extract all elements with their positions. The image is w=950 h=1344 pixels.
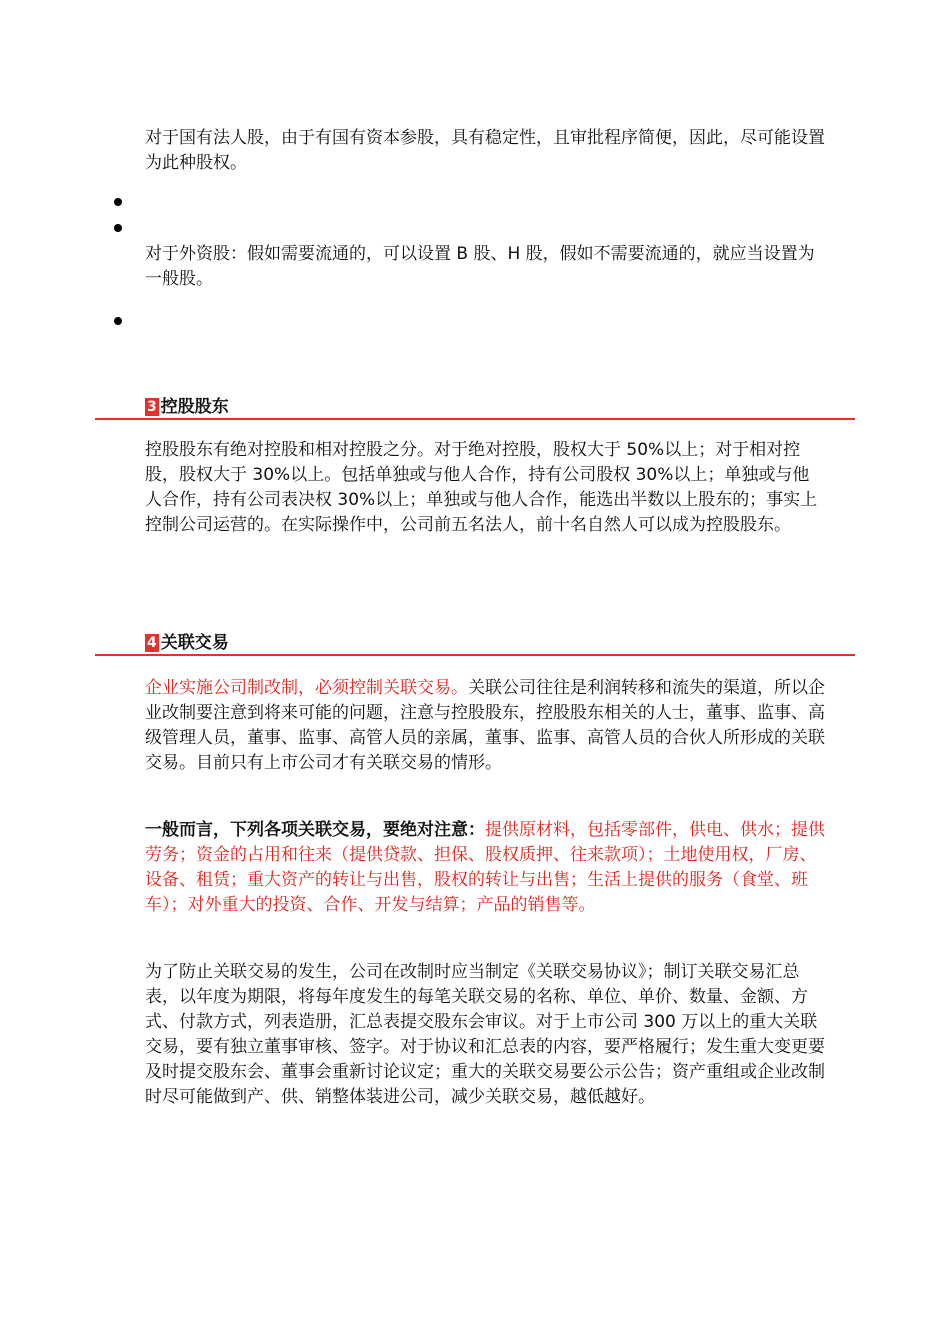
section-number-badge: 3 <box>147 399 157 415</box>
section-divider <box>95 418 855 420</box>
bullet-dot <box>114 317 122 325</box>
bullet-dot <box>114 198 122 206</box>
related-transactions-prevention-paragraph: 为了防止关联交易的发生，公司在改制时应当制定《关联交易协议》；制订关联交易汇总表，以年度为期限，将每年度发生的每笔关联交易的名称、单位、单价、数量、金额、方式、付款方式，列表造册，汇总表提交股东会审议。对于上市公司 300 万以上的重大关联交易，要有独立董事审核、签字。对于协议和汇总表的内容，要严格履行；发生重大变更要及时提交股东会、董事会重新讨论议定；重大的关联交易要公示公告；资产重组或企业改制时尽可能做到产、供、销整体装进公司，减少关联交易，越低越好。 <box>145 962 825 1107</box>
state-owned-shares-paragraph: 对于国有法人股，由于有国有资本参股，具有稳定性，且审批程序简便，因此，尽可能设置为此种股权。 <box>145 128 825 173</box>
section-title: 关联交易 <box>160 633 229 653</box>
controlling-shareholder-paragraph: 控股股东有绝对控股和相对控股之分。对于绝对控股，股权大于 50%以上；对于相对控股，股权大于 30%以上。包括单独或与他人合作，持有公司股权 30%以上；单独或与他人合作，持有公司表决权 30%以上；单独或与他人合作，能选出半数以上股东的；事实上控制公司运营的。在实际操作中，公司前五名法人，前十名自然人可以成为控股股东。 <box>145 440 818 535</box>
section-3-heading <box>145 396 229 418</box>
emphasis-red-text: 提供原材料，包括零部件，供电、供水；提供劳务；资金的占用和往来（提供贷款、担保、股权质押、往来款项）；土地使用权，厂房、设备、租赁；重大资产的转让与出售，股权的转让与出售；生活上提供的服务（食堂、班车）；对外重大的投资、合作、开发与结算；产品的销售等。 <box>145 820 825 915</box>
section-4-heading <box>145 632 229 654</box>
section-number-badge: 4 <box>147 635 157 651</box>
bullet-dot <box>114 224 122 232</box>
section-title: 控股股东 <box>160 397 229 417</box>
section-divider <box>95 654 855 656</box>
related-transactions-intro-paragraph <box>145 676 825 776</box>
related-transactions-list-paragraph <box>145 818 825 918</box>
body-text: 关联公司往往是利润转移和流失的渠道，所以企业改制要注意到将来可能的问题，注意与控股股东，控股股东相关的人士，董事、监事、高级管理人员，董事、监事、高管人员的亲属，董事、监事、高管人员的合伙人所形成的关联交易。目前只有上市公司才有关联交易的情形。 <box>145 678 825 773</box>
emphasis-red-text: 企业实施公司制改制，必须控制关联交易。 <box>145 678 468 698</box>
emphasis-bold-text: 一般而言，下列各项关联交易，要绝对注意： <box>145 820 485 840</box>
foreign-shares-paragraph: 对于外资股：假如需要流通的，可以设置 B 股、H 股，假如不需要流通的，就应当设置为一般股。 <box>145 244 815 289</box>
